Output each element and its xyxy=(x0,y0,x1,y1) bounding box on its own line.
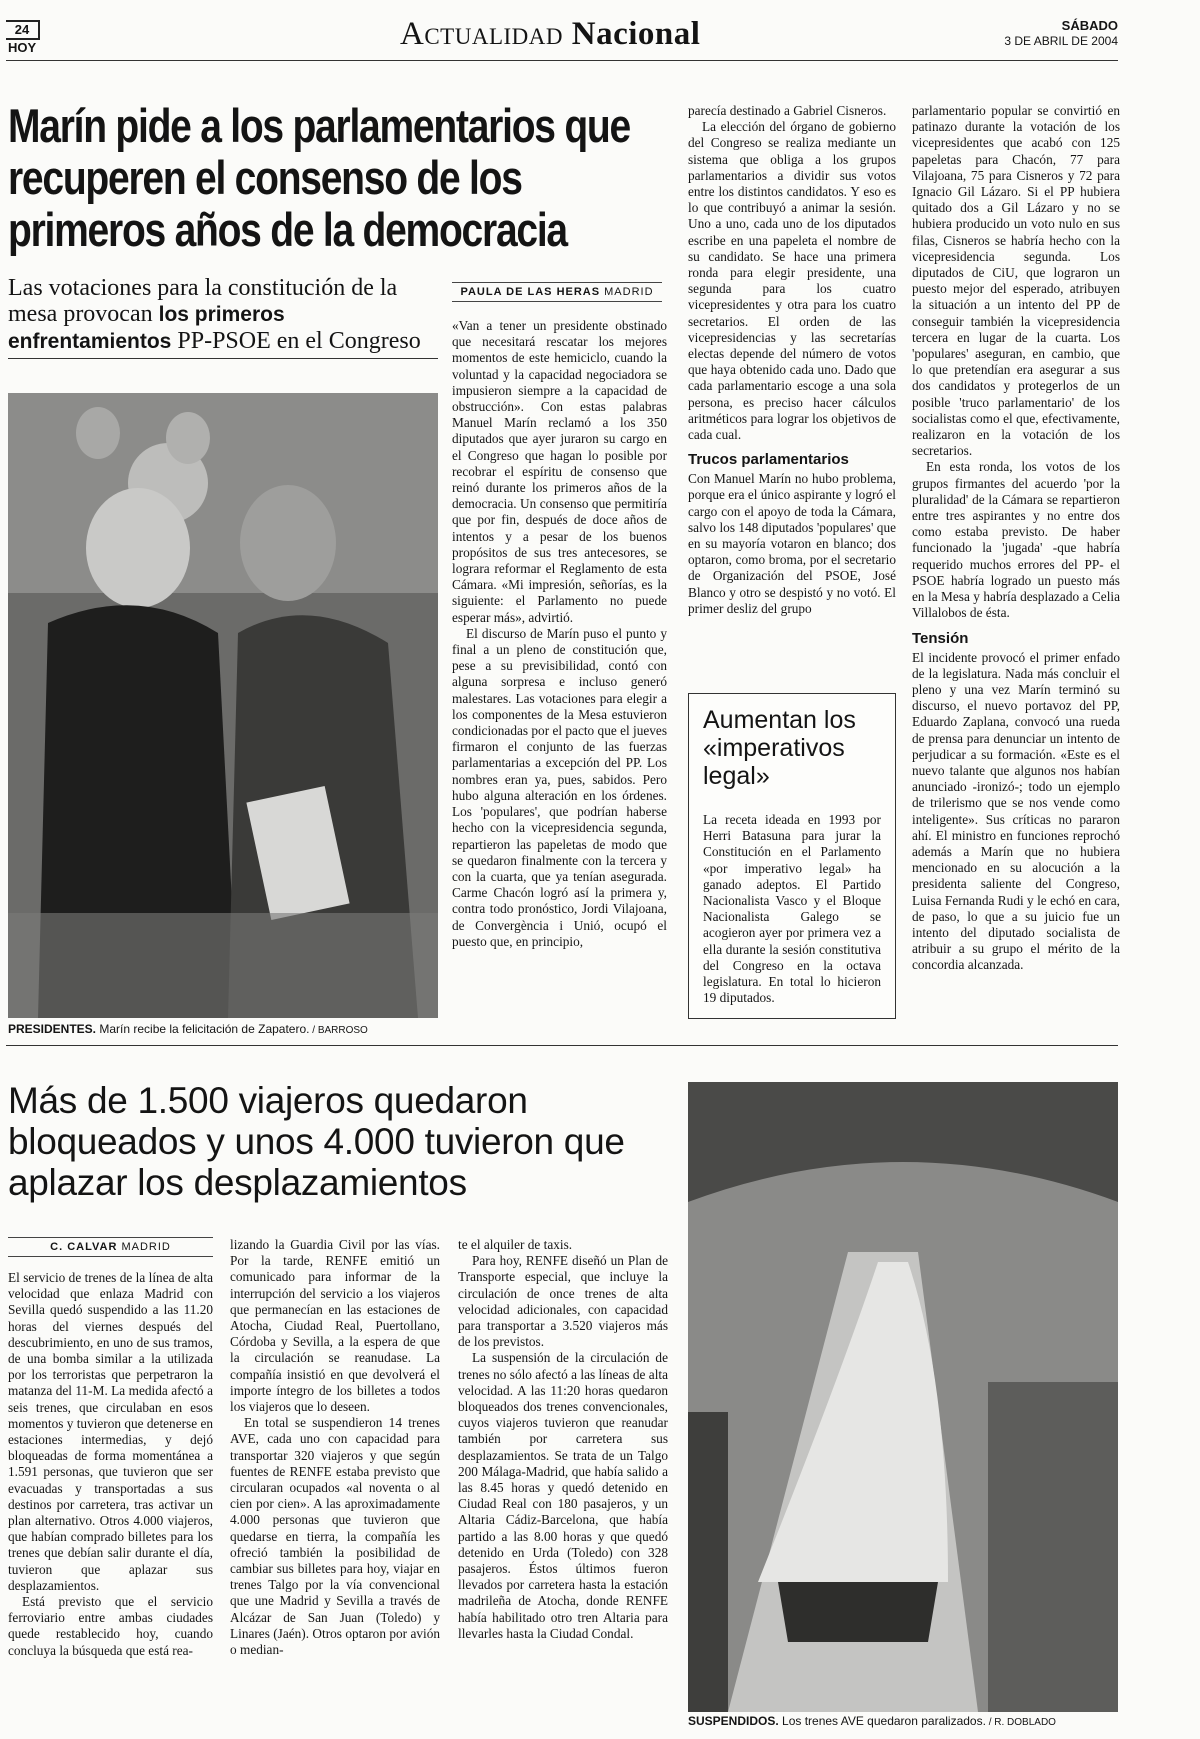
paragraph: Para hoy, RENFE diseñó un Plan de Transporte especial, que incluye la circulación de once trenes de alta velocidad adicionales, con capacidad para transportar a 3.520 viajeros más de los previstos. xyxy=(458,1253,668,1350)
article2-column-3 xyxy=(458,1237,668,1642)
byline-city: MADRID xyxy=(604,286,654,298)
paragraph: Está previsto que el servicio ferroviario entre ambas ciudades quede restablecido hoy, cuando concluya la búsqueda que está rea- xyxy=(8,1594,213,1658)
paragraph: La suspensión de la circulación de trenes no sólo afectó a las líneas de alta velocidad. A las 11:20 horas quedaron bloqueados dos trenes convencionales, cuyos viajeros tuvieron que reanudar también por carretera sus desplazamientos. Se trata de un Talgo 200 Málaga-Madrid, que había salido a las 8.45 horas y quedó detenido en Ciudad Real con 180 pasajeros, y un Altaria Cádiz-Barcelona, que había partido a las 8.00 horas y que quedó detenido en Urda (Toledo) con 328 pasajeros. Éstos últimos fueron llevados por carretera hasta la estación madrileña de Atocha, donde RENFE había habilitado otro tren Altaria para llevarles hasta la Ciudad Condal. xyxy=(458,1350,668,1641)
article1-column-3 xyxy=(912,103,1120,974)
caption-text: Marín recibe la felicitación de Zapatero. xyxy=(96,1022,310,1036)
caption-label: SUSPENDIDOS. xyxy=(688,1714,779,1728)
article1-column-2 xyxy=(688,103,896,617)
subhead-tension: Tensión xyxy=(912,629,969,647)
article2-column-2 xyxy=(230,1237,440,1658)
paragraph: La elección del órgano de gobierno del Congreso se realiza mediante un sistema que obliga a los grupos parlamentarios a dividir sus votos entre los distintos candidatos. Y eso es lo que contribuyó a animar la sesión. Uno a uno, cada uno de los diputados escribe en una papeleta el nombre de su candidato. Se hace una primera ronda para elegir presidente, una segunda para los cuatro vicepresidentes y otra para los cuatro secretarios. El orden de las vicepresidencias y las secretarías electas depende del número de votos que haya obtenido cada uno. Dado que cada parlamentario escoge a una sola persona, es preciso hacer cálculos aritméticos para lograr los objetivos de cada cual. xyxy=(688,119,896,443)
paragraph: En total se suspendieron 14 trenes AVE, cada uno con capacidad para transportar 320 viajeros y que según fuentes de RENFE estaba previsto que circularan ocupados «al noventa o al cien por cien». A las aproximadamente 4.000 personas que tuvieron que quedarse en tierra, la compañía les ofreció también la posibilidad de cambiar sus billetes para hoy, viajar en trenes Talgo por la vía convencional que une Madrid y Sevilla a través de Alcázar de San Juan (Toledo) y Linares (Jaén). Otros optaron por avión o median- xyxy=(230,1415,440,1658)
paragraph: El incidente provocó el primer enfado de la legislatura. Nada más concluir el pleno y una vez Marín terminó su discurso, el nuevo portavoz del PP, Eduardo Zaplana, convocó una rueda de prensa para denunciar un intento de perjudicar a su formación. «Este es el nuevo talante que algunos nos habían anunciado -ironizó-; todo un ejemplo de trilerismo que se nos vende como inteligente». Sus críticas no pararon ahí. El ministro en funciones reprochó además a Marín que no hubiera mencionado en su alocución a la presidenta saliente del Congreso, Luisa Fernanda Rudi y le echó en cara, de paso, lo que a su juicio fue un intento del diputado socialista de atribuir a su grupo el mérito de la concordia alcanzada. xyxy=(912,649,1120,973)
photo-presidents xyxy=(8,393,438,1018)
header-rule xyxy=(6,60,1118,61)
photo-trains xyxy=(688,1082,1118,1712)
headline-trains: Más de 1.500 viajeros quedaron bloqueados y unos 4.000 tuvieron que aplazar los desplazamientos xyxy=(8,1080,625,1203)
byline xyxy=(452,282,662,302)
issue-date: 3 DE ABRIL DE 2004 xyxy=(1004,34,1118,48)
byline-name: C. CALVAR xyxy=(50,1241,118,1253)
deck xyxy=(8,275,438,355)
caption-label: PRESIDENTES. xyxy=(8,1022,97,1036)
photo-trains-graphic xyxy=(688,1082,1118,1712)
photo-credit: / R. DOBLADO xyxy=(985,1717,1056,1728)
paragraph: El servicio de trenes de la línea de alta velocidad que enlaza Madrid con Sevilla quedó suspendido a las 11.20 horas del viernes después del descubrimiento, en uno de sus tramos, de una bomba similar a la utilizada por los terroristas que perpetraron la matanza del 11-M. La medida afectó a seis trenes, que circulaban en esos momentos y tuvieron que detenerse en estaciones intermedias, y dejó bloqueadas de forma momentánea a 1.591 personas, que tuvieron que ser evacuadas y transportadas a sus destinos por carretera, tras activar un plan alternativo. Otros 4.000 viajeros, que habían comprado billetes para los trenes que debían salir durante el día, tuvieron que aplazar sus desplazamientos. xyxy=(8,1270,213,1593)
issue-day: SÁBADO xyxy=(1061,18,1118,33)
section-title xyxy=(400,16,820,53)
subhead-trucos: Trucos parlamentarios xyxy=(688,451,849,469)
byline-2 xyxy=(8,1237,213,1257)
sidebar-text: La receta ideada en 1993 por Herri Batasuna para jurar la Constitución en el Parlamento «por imperativo legal» ha ganado adeptos. El Partido Nacionalista Vasco y el Bloque Nacionalista Galego se acogieron ayer por primera vez a ella durante la sesión constitutiva del Congreso en la octava legislatura. En total lo hicieron 19 diputados. xyxy=(703,812,881,1006)
section-divider xyxy=(6,1045,1118,1046)
paragraph: En esta ronda, los votos de los grupos firmantes del acuerdo 'por la pluralidad' de la Cámara se repartieron entre tres aspirantes y no entre dos como estaba previsto. De haber funcionado la 'jugada' -que habría requerido muchos errores del PP- el PSOE habría logrado un puesto más en la Mesa y habría desplazado a Celia Villalobos de ésta. xyxy=(912,459,1120,621)
article1-column-1 xyxy=(452,318,667,950)
photo-credit: / BARROSO xyxy=(309,1025,368,1036)
photo-caption-2 xyxy=(688,1714,1118,1728)
caption-text: Los trenes AVE quedaron paralizados. xyxy=(778,1714,986,1728)
page-number: 24 xyxy=(6,20,40,40)
deck-rule xyxy=(8,358,438,359)
deck-text-end: PP-PSOE en el Congreso xyxy=(171,328,421,354)
section-small: Actualidad xyxy=(400,16,563,52)
photo-presidents-graphic xyxy=(8,393,438,1018)
newspaper-name: HOY xyxy=(8,40,37,55)
article2-column-1 xyxy=(8,1270,213,1659)
sidebar-title: Aumentan los «imperativos legal» xyxy=(703,706,856,790)
paragraph: parecía destinado a Gabriel Cisneros. xyxy=(688,103,887,118)
paragraph: «Van a tener un presidente obstinado que necesitará rescatar los mejores momentos de este hemiciclo, cuando la voluntad y la capacidad negociadora se impusieron siempre a la capacidad de obstrucción». Con estas palabras Manuel Marín reclamó a los 350 diputados que ayer juraron su cargo en el Congreso que hagan lo posible por recobrar el espíritu de consenso que reinó durante los primeros años de la democracia. Un consenso que permitiría que por fin, después de doce años de intentos y a pesar de los buenos propósitos de sus tres antecesores, se lograra reformar el Reglamento de esta Cámara. «Mi impresión, señorías, es la siguiente: el Parlamento no puede esperar más», advirtió. xyxy=(452,318,667,625)
paragraph: lizando la Guardia Civil por las vías. Por la tarde, RENFE emitió un comunicado para informar de la interrupción del servicio a los viajeros que permanecían en las estaciones de Atocha, Ciudad Real, Puertollano, Córdoba y Sevilla, a la espera de que la circulación se reanudase. La compañía insistió en que devolverá el importe íntegro de los billetes a todos los viajeros que lo deseen. xyxy=(230,1237,440,1415)
section-bold: Nacional xyxy=(571,16,701,52)
paragraph: parlamentario popular se convirtió en patinazo durante la votación de los vicepresidentes que acabó con 125 papeletas para Chacón, 77 para Vilajoana, 75 para Cisneros y 72 para Ignacio Gil Lázaro. Si el PP hubiera quitado dos a Gil Lázaro y no se hubiera producido un voto nulo en sus filas, Cisneros se habría hecho con la vicepresidencia segunda. Los diputados de CiU, que lograron un puesto mejor del esperado, atribuyen la situación a un intento del PP de conseguir también la vicepresidencia tercera en lugar de la cuarta. Los 'populares' aseguran, en cambio, que lo que pretendían era asegurar a sus dos candidatos y protegerlos de un posible 'truco parlamentario' de los socialistas como el que, efectivamente, realizaron en la votación de los secretarios. xyxy=(912,103,1120,459)
paragraph: El discurso de Marín puso el punto y final a un pleno de constitución que, pese a su previsibilidad, contó con alguna sorpresa e incluso generó malestares. Las votaciones para elegir a los componentes de la Mesa estuvieron condicionadas por el pacto que el jueves firmaron el conjunto de las fuerzas parlamentarias a excepción del PP. Los nombres eran ya, pues, sabidos. Pero hubo alguna alteración en los órdenes. Los 'populares', que podrían haberse hecho con la vicepresidencia segunda, repartieron las papeletas de modo que se quedaron finalmente con la tercera y con la cuarta, que ya tenían asegurada. Carme Chacón logró así la primera y, contra todo pronóstico, Jordi Vilajoana, de Convergència i Unió, ocupó el puesto que, en principio, xyxy=(452,625,667,949)
deck-bold: los primeros enfrentamientos xyxy=(8,303,285,353)
paragraph: te el alquiler de taxis. xyxy=(458,1237,573,1252)
sidebar-box xyxy=(688,693,896,1019)
byline-name: PAULA DE LAS HERAS xyxy=(460,286,601,298)
paragraph: Con Manuel Marín no hubo problema, porque era el único aspirante y logró el cargo con el apoyo de toda la Cámara, salvo los 148 diputados 'populares' que en su mayoría votaron en blanco; dos optaron, como broma, por el secretario de Organización del PSOE, José Blanco y otro se despistó y no votó. El primer desliz del grupo xyxy=(688,471,896,616)
deck-text: Las votaciones para la constitución de la mesa provocan xyxy=(8,275,398,327)
photo-caption xyxy=(8,1022,438,1036)
byline-city: MADRID xyxy=(121,1241,171,1253)
headline-main: Marín pide a los parlamentarios que recuperen el consenso de los primeros años de la democracia xyxy=(8,99,630,256)
